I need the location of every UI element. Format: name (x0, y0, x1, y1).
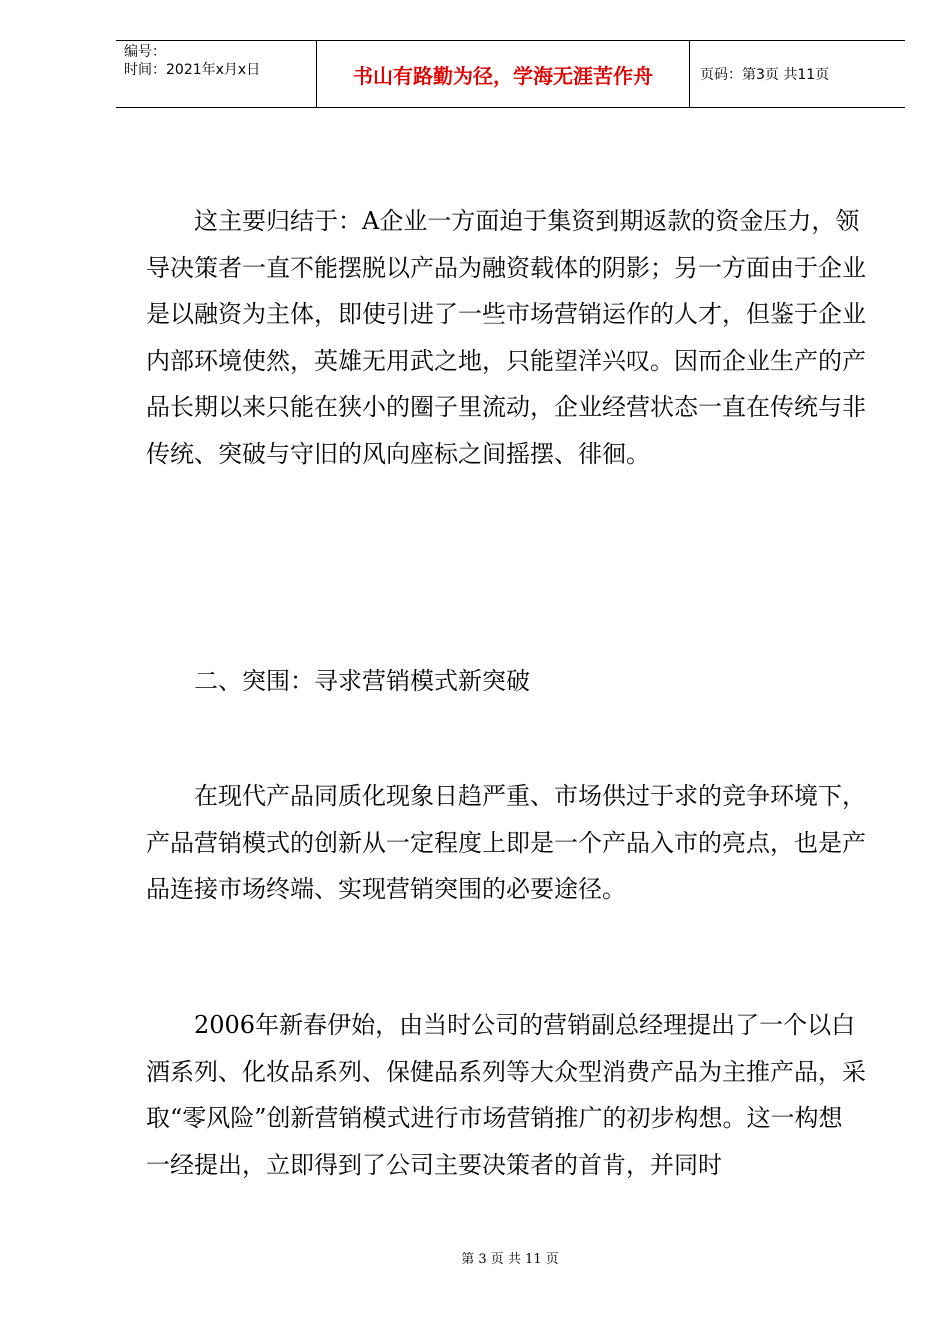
paragraph: 在现代产品同质化现象日趋严重、市场供过于求的竞争环境下，产品营销模式的创新从一定程度上即是一个产品入市的亮点，也是产品连接市场终端、实现营销突围的必要途径。 (146, 782, 866, 903)
paragraph-3-block (146, 1002, 866, 1188)
paragraph-2-block (146, 773, 866, 913)
header-meta (116, 41, 316, 107)
header-page-info: 页码：第3页 共11页 (700, 67, 830, 83)
header-motto: 书山有路勤为径，学海无涯苦作舟 (316, 41, 690, 107)
date-label: 时间：2021年x月x日 (124, 62, 261, 78)
serial-number-label: 编号： (124, 44, 166, 60)
page-footer (0, 1248, 950, 1267)
footer-page-number: 第 3 页 共 11 页 (461, 1252, 559, 1267)
paragraph-1-block (146, 198, 866, 477)
page-header (116, 40, 905, 108)
paragraph: 这主要归结于：A企业一方面迫于集资到期返款的资金压力，领导决策者一直不能摆脱以产品为融资载体的阴影；另一方面由于企业是以融资为主体，即使引进了一些市场营销运作的人才，但鉴于企业内部环境使然，英雄无用武之地，只能望洋兴叹。因而企业生产的产品长期以来只能在狭小的圈子里流动，企业经营状态一直在传统与非传统、突破与守旧的风向座标之间摇摆、徘徊。 (146, 207, 866, 468)
section-heading: 二、突围：寻求营销模式新突破 (194, 667, 530, 695)
section-heading-block (146, 658, 866, 705)
paragraph: 2006年新春伊始，由当时公司的营销副总经理提出了一个以白酒系列、化妆品系列、保健品系列等大众型消费产品为主推产品，采取“零风险”创新营销模式进行市场营销推广的初步构想。这一构想一经提出，立即得到了公司主要决策者的首肯，并同时 (146, 1011, 866, 1179)
